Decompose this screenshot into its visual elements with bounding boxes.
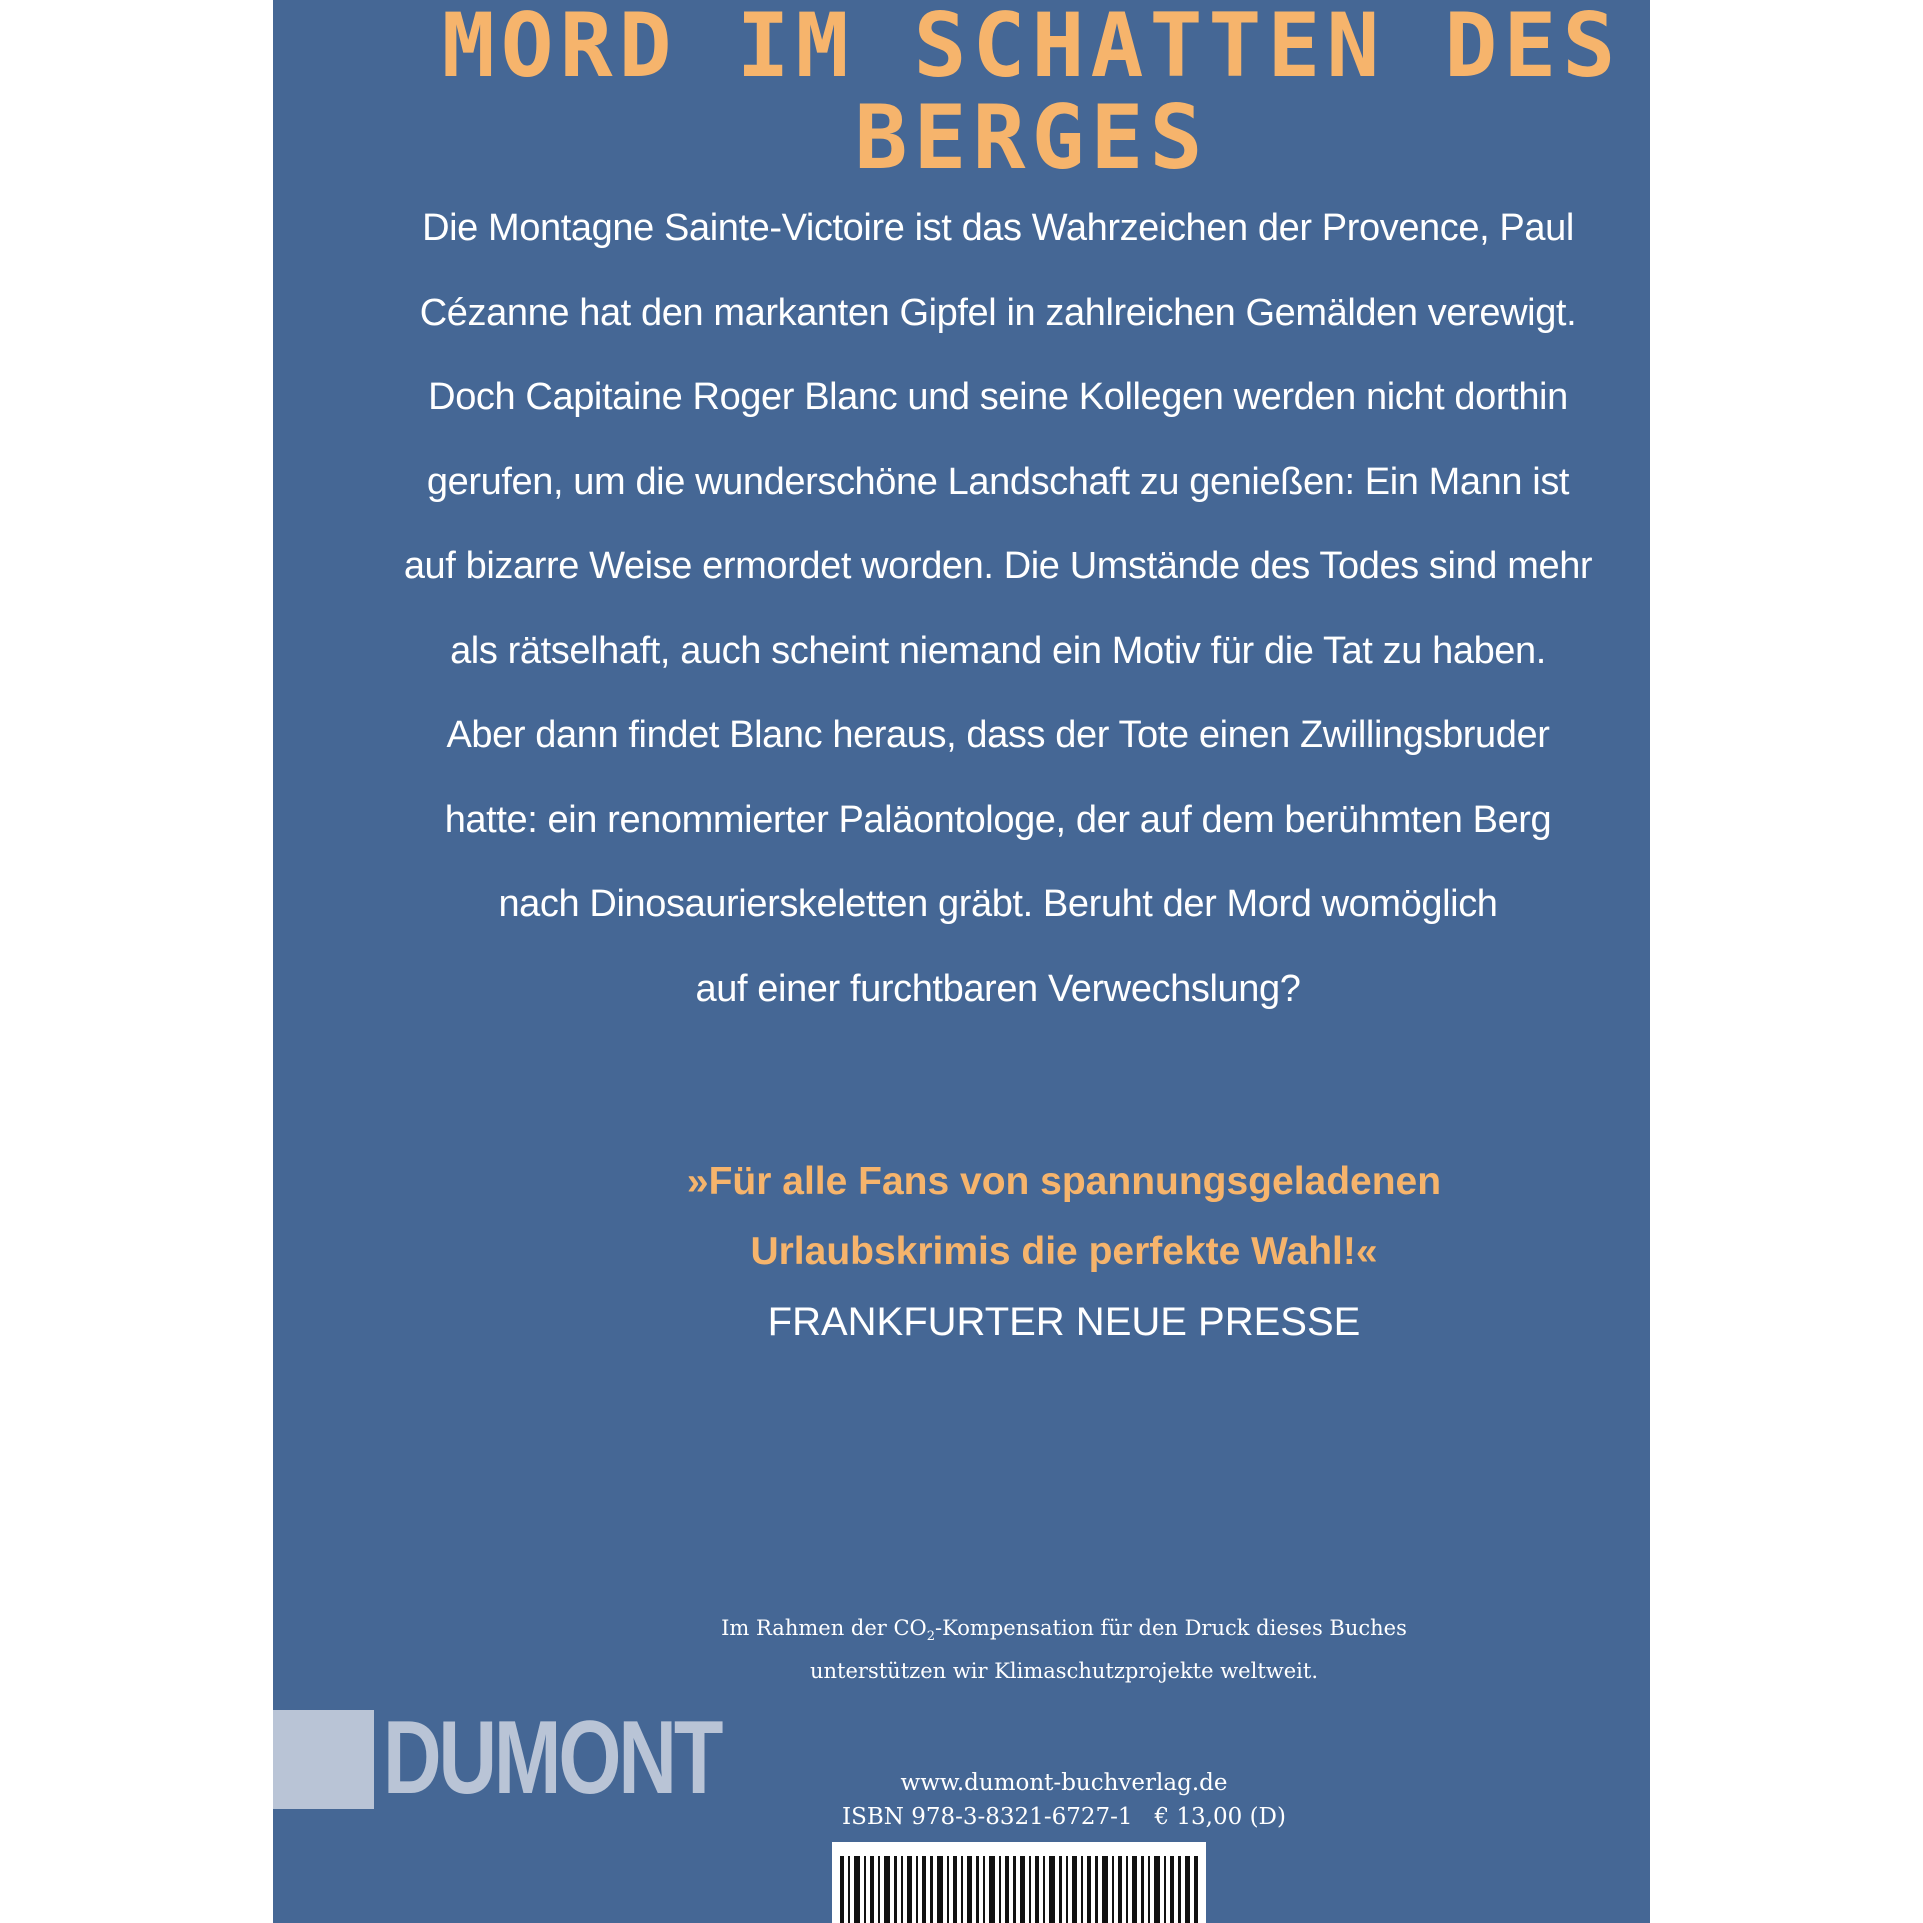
co2-note-prefix: Im Rahmen der CO [721,1616,927,1640]
blurb-line: Doch Capitaine Roger Blanc und seine Kollegen werden nicht dorthin [428,376,1568,418]
blurb-line: auf einer furchtbaren Verwechslung? [695,967,1301,1010]
publisher-imprint [273,1766,1650,1834]
blurb-line: nach Dinosaurierskeletten gräbt. Beruht der Mord womöglich [498,883,1498,925]
barcode-icon [832,1842,1206,1923]
co2-note-suffix: -Kompensation für den Druck dieses Buches [935,1616,1407,1640]
blurb-text [373,186,1623,1031]
blurb-line: hatte: ein renommierter Paläontologe, der auf dem berühmten Berg [444,798,1552,841]
co2-compensation-note [273,1611,1650,1688]
co2-note-line-2: unterstützen wir Klimaschutzprojekte weltweit. [810,1659,1318,1684]
co2-note-line-1 [478,1611,1650,1654]
blurb-line: gerufen, um die wunderschöne Landschaft zu genießen: Ein Mann ist [426,460,1570,503]
blurb-line: Die Montagne Sainte-Victoire ist das Wahrzeichen der Provence, Paul [422,207,1574,249]
book-back-cover [273,0,1650,1923]
quote-source: FRANKFURTER NEUE PRESSE [767,1300,1361,1344]
barcode [832,1842,1206,1923]
blurb-line: als rätselhaft, auch scheint niemand ein Motiv für die Tat zu haben. [450,629,1546,672]
quote-line: Urlaubskrimis die perfekte Wahl!« [750,1230,1378,1273]
publisher-website: www.dumont-buchverlag.de [900,1770,1228,1796]
isbn-price: ISBN 978-3-8321-6727-1 € 13,00 (D) [842,1804,1286,1830]
press-quote [273,1147,1650,1357]
publisher-logo: DUMONT [383,1700,721,1816]
blurb-line: Aber dann findet Blanc heraus, dass der Tote einen Zwillingsbruder [446,714,1550,756]
quote-line: »Für alle Fans von spannungsgeladenen [686,1160,1442,1203]
book-title: MORD IM SCHATTEN DES BERGES [441,0,1622,189]
co2-subscript: 2 [926,1629,936,1645]
blurb-line: Cézanne hat den markanten Gipfel in zahlreichen Gemälden verewigt. [419,291,1577,334]
blurb-line: auf bizarre Weise ermordet worden. Die Umstände des Todes sind mehr [403,545,1593,587]
